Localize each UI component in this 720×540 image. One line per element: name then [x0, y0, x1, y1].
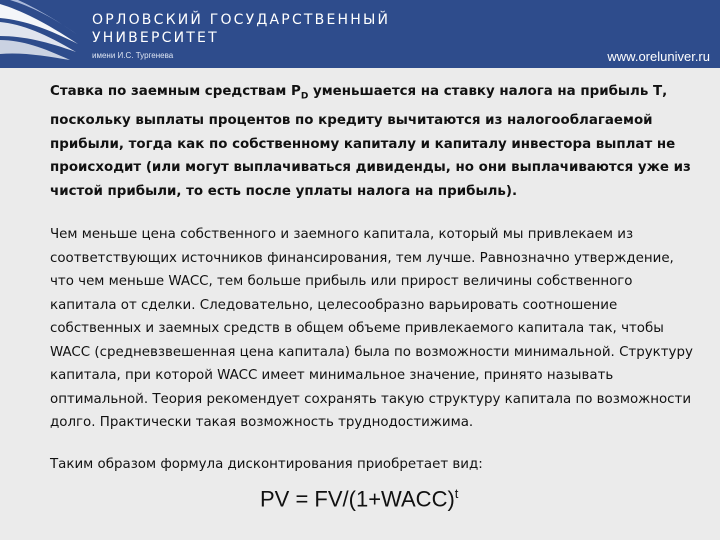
university-subtitle: имени И.С. Тургенева	[92, 51, 174, 60]
university-name	[92, 11, 390, 47]
header-band	[0, 0, 720, 68]
paragraph-wacc: Чем меньше цена собственного и заемного капитала, который мы привлекаем из соответствующих источников финансирования, тем лучше. Равнозначно утверждение, что чем меньше WACC, тем больше прибыль или прирост величины собственного капитала от сделки. Следовательно, целесообразно варьировать соотношение собственных и заемных средств в общем объеме привлекаемого капитала так, чтобы WACC (средневзвешенная цена капитала) была по возможности минимальной. Структуру капитала, при которой WACC имеет минимальное значение, принято называть оптимальной. Теория рекомендует сохранять такую структуру капитала по возможности долго. Практически такая возможность труднодостижима.	[50, 227, 693, 431]
university-name-line2: УНИВЕРСИТЕТ	[92, 30, 219, 46]
para1-text-rest: уменьшается на ставку налога на прибыль Т, поскольку выплаты процентов по кредиту вычитаются из налогооблагаемой прибыли, тогда как по собственному капиталу и капиталу инвестора выплат не происходит (или могут выплачиваться дивиденды, но они выплачиваются уже из чистой прибыли, то есть после уплаты налога на прибыль).	[50, 84, 691, 199]
site-url-link[interactable]: www.oreluniver.ru	[607, 49, 710, 64]
para1-text-start: Ставка по заемным средствам P	[50, 84, 301, 99]
para1-subscript: D	[300, 91, 309, 102]
formula-exponent: t	[454, 486, 459, 502]
formula-main: PV = FV/(1+WACC)	[260, 486, 455, 512]
discount-formula	[260, 486, 695, 512]
university-name-line1: ОРЛОВСКИЙ ГОСУДАРСТВЕННЫЙ	[92, 12, 391, 28]
paragraph-formula-intro: Таким образом формула дисконтирования приобретает вид:	[50, 456, 483, 472]
paragraph-debt-rate	[50, 80, 695, 203]
slide-content	[50, 80, 695, 513]
university-logo-icon	[0, 0, 90, 68]
